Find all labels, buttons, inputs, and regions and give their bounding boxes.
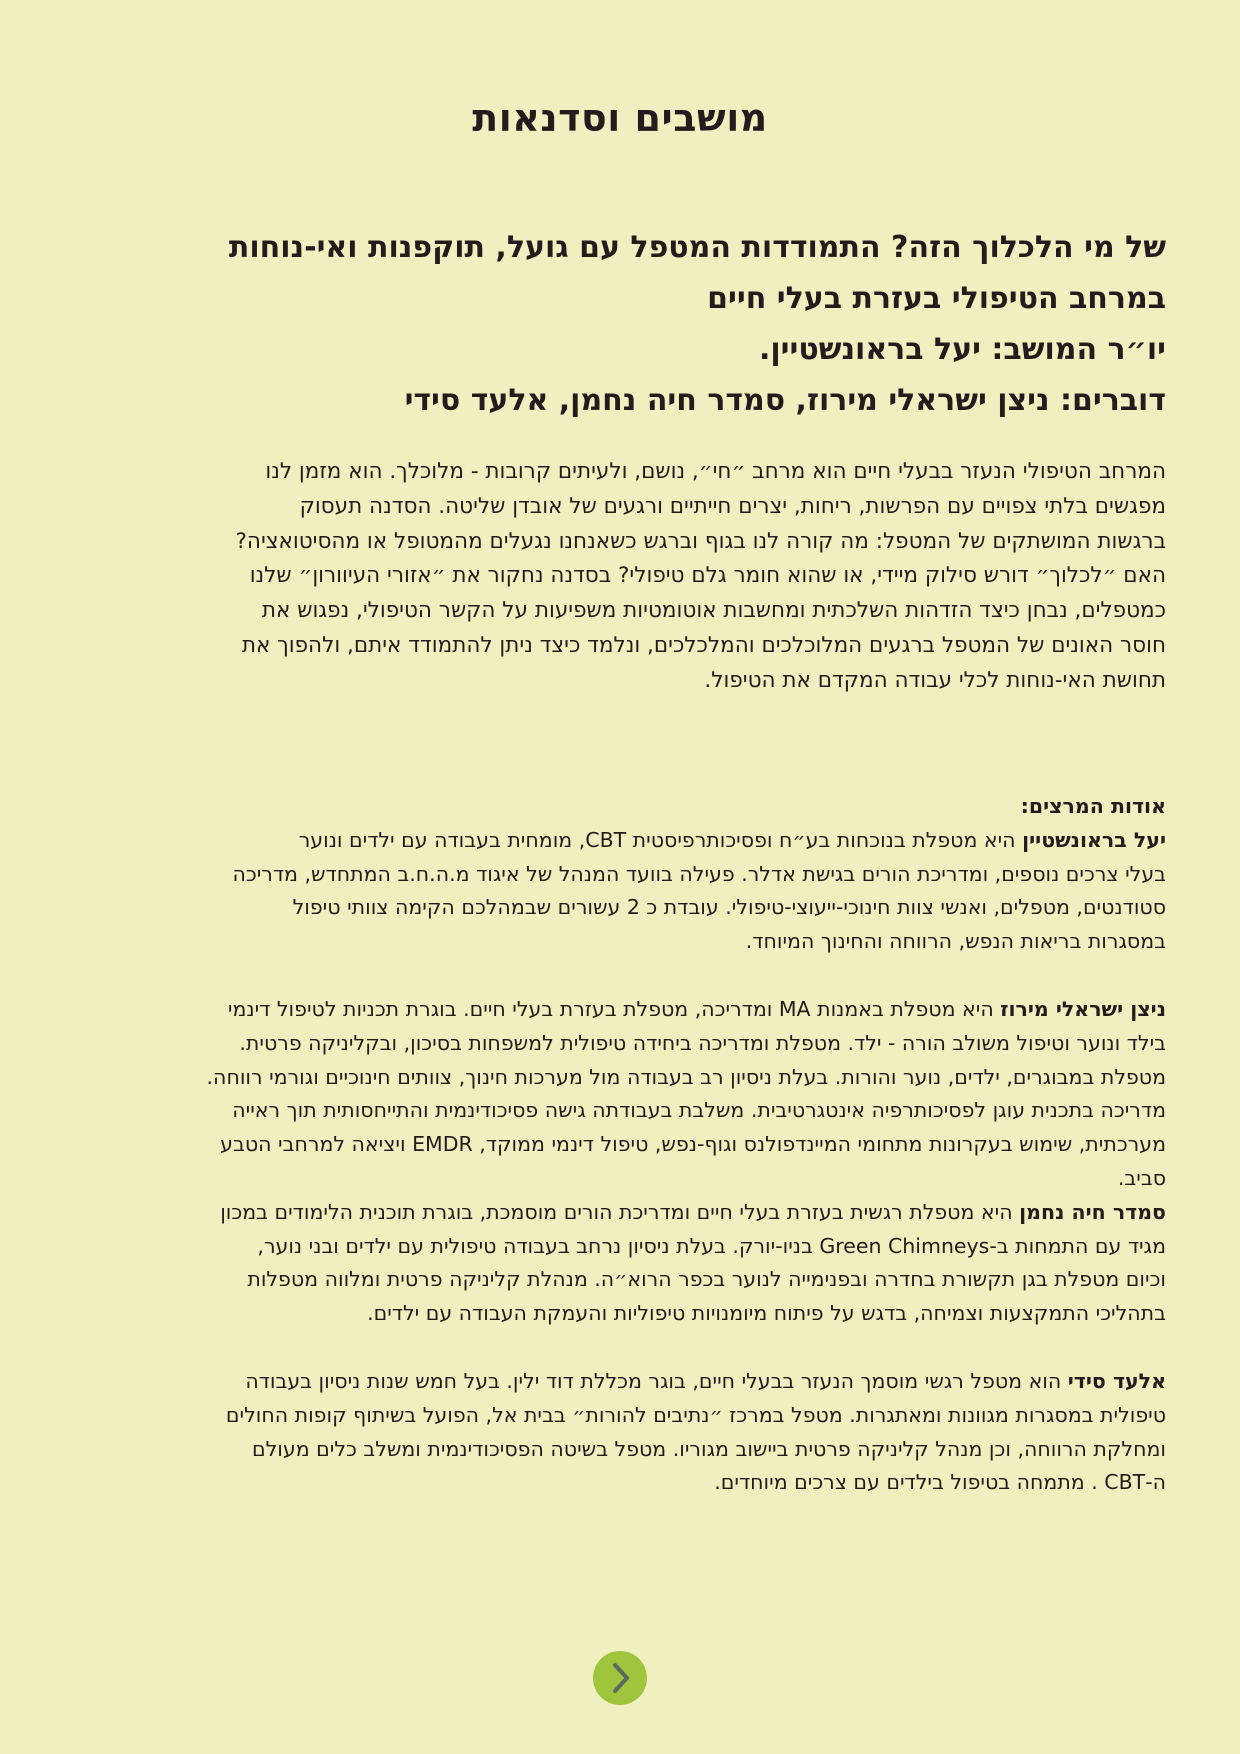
bio-nitzan-israeli-miroz — [56, 993, 1166, 1196]
session-title-line-2: במרחב הטיפולי בעזרת בעלי חיים — [707, 281, 1166, 316]
bio-line: מגיד עם התמחות ב-Green Chimneys בניו-יורק. בעלת ניסיון נרחב בעבודה טיפולית עם ילדים ובני נוער, — [257, 1233, 1166, 1258]
bio-line: סביב. — [1117, 1165, 1166, 1190]
bio-line: מדריכה בתכנית עוגן לפסיכותרפיה אינטגרטיבית. משלבת בעבודתה גישה פסיכודינמית והתייחסותית תוך ראייה — [232, 1098, 1166, 1123]
bio-line: בעלי צרכים נוספים, ומדריכת הורים בגישת אדלר. פעילה בוועד המנהל של איגוד מ.ה.ח.ב המתחדש, מדריכה — [232, 861, 1166, 886]
spacer — [56, 1331, 1166, 1365]
session-chair: יו״ר המושב: יעל בראונשטיין. — [758, 332, 1166, 367]
bio-line: בתהליכי התמקצעות וצמיחה, בדגש על פיתוח מיומנויות טיפוליות והעמקת העבודה עם ילדים. — [367, 1301, 1166, 1326]
bio-text: היא מטפלת בנוכחות בע״ח ופסיכותרפיסטית CBT, מומחית בעבודה עם ילדים ונוער — [298, 827, 1023, 852]
abstract-line: מפגשים בלתי צפויים עם הפרשות, ריחות, יצרים חייתיים ורגעים של אובדן שליטה. הסדנה תעסוק — [299, 493, 1166, 519]
abstract-line: המרחב הטיפולי הנעזר בבעלי חיים הוא מרחב ״חי״, נושם, ולעיתים קרובות - מלוכלך. הוא מזמן לנו — [265, 459, 1166, 484]
bio-line: ומחלקת הרווחה, וכן מנהל קליניקה פרטית ביישוב מגוריו. מטפל בשיטה הפסיכודינמית ומשלב כלים מעולם — [252, 1436, 1166, 1461]
speakers-bios — [56, 790, 1166, 1500]
session-block — [66, 222, 1166, 426]
bio-name: סמדר חיה נחמן — [1019, 1199, 1166, 1224]
bio-yael-braunstein — [56, 824, 1166, 959]
bio-line: מטפלת במבוגרים, ילדים, נוער והורות. בעלת ניסיון רב בעבודה מול מערכות חינוך, צוותים חינוכיים וגורמי רווחה. — [206, 1064, 1166, 1089]
abstract-line: חוסר האונים של המטפל ברגעים המלוכלכים והמלכלכים, ונלמד כיצד ניתן להתמודד איתם, ולהפוך את — [241, 632, 1166, 658]
bio-line: טיפולית במסגרות מגוונות ומאתגרות. מטפל במרכז ״נתיבים להורות״ בבית אל, הפועל בשיתוף קופות החולים — [225, 1402, 1166, 1427]
abstract-line: כמטפלים, נבחן כיצד הזדהות השלכתית ומחשבות אוטומטיות משפיעות על הקשר הטיפולי, נפגוש את — [261, 598, 1166, 624]
bio-text: היא מטפלת באמנות MA ומדריכה, מטפלת בעזרת בעלי חיים. בוגרת תכניות לטיפול דינמי — [227, 996, 1001, 1021]
bio-text: הוא מטפל רגשי מוסמך הנעזר בבעלי חיים, בוגר מכללת דוד ילין. בעל חמש שנות ניסיון בעבודה — [245, 1368, 1068, 1393]
session-abstract — [56, 455, 1166, 699]
bio-line: ה-CBT . מתמחה בטיפול בילדים עם צרכים מיוחדים. — [714, 1470, 1166, 1495]
chevron-right-icon — [593, 1651, 647, 1705]
abstract-line: תחושת האי-נוחות לכלי עבודה המקדם את הטיפול. — [704, 667, 1166, 693]
bio-line: בילד ונוער וטיפול משולב הורה - ילד. מטפלת ומדריכה ביחידה טיפולית למשפחות בסיכון, ובקליניקה פרטית. — [239, 1030, 1166, 1055]
session-title-line-1: של מי הלכלוך הזה? התמודדות המטפל עם גועל, תוקפנות ואי-נוחות — [228, 230, 1166, 265]
bio-elad-sidi — [56, 1365, 1166, 1500]
abstract-line: ברגשות המושתקים של המטפל: מה קורה לנו בגוף וברגש כשאנחנו נגעלים מהמטופל או מהסיטואציה? — [235, 528, 1166, 554]
bio-smadar-haya-nachman — [56, 1196, 1166, 1331]
next-page-button[interactable] — [593, 1651, 647, 1705]
bio-line: סטודנטים, מטפלים, ואנשי צוות חינוכי-ייעוצי-טיפולי. עובדת כ 2 עשורים שבמהלכם הקימה צוותי טיפול — [292, 895, 1166, 920]
bio-name: יעל בראונשטיין — [1022, 827, 1166, 852]
bio-name: אלעד סידי — [1067, 1368, 1166, 1393]
bio-line: וכיום מטפלת בגן תקשורת בחדרה ובפנימייה לנוער בכפר הרוא״ה. מנהלת קליניקה פרטית ומלווה מטפלות — [247, 1267, 1166, 1292]
bio-line: מערכתית, שימוש בעקרונות מתחומי המיינדפולנס וגוף-נפש, טיפול דינמי ממוקד, EMDR ויציאה למרחבי הטבע — [220, 1132, 1166, 1157]
abstract-line: האם ״לכלוך״ דורש סילוק מיידי, או שהוא חומר גלם טיפולי? בסדנה נחקור את ״אזורי העיוורון״ שלנו — [249, 563, 1166, 589]
page-title: מושבים וסדנאות — [472, 96, 768, 140]
session-speakers: דוברים: ניצן ישראלי מירוז, סמדר חיה נחמן, אלעד סידי — [404, 383, 1166, 418]
bio-text: היא מטפלת רגשית בעזרת בעלי חיים ומדריכת הורים מוסמכת, בוגרת תוכנית הלימודים במכון — [220, 1199, 1020, 1224]
bios-heading: אודות המרצים: — [1020, 794, 1166, 818]
bio-line: במסגרות בריאות הנפש, הרווחה והחינוך המיוחד. — [745, 929, 1166, 954]
spacer — [56, 959, 1166, 993]
bio-name: ניצן ישראלי מירוז — [1000, 996, 1166, 1021]
